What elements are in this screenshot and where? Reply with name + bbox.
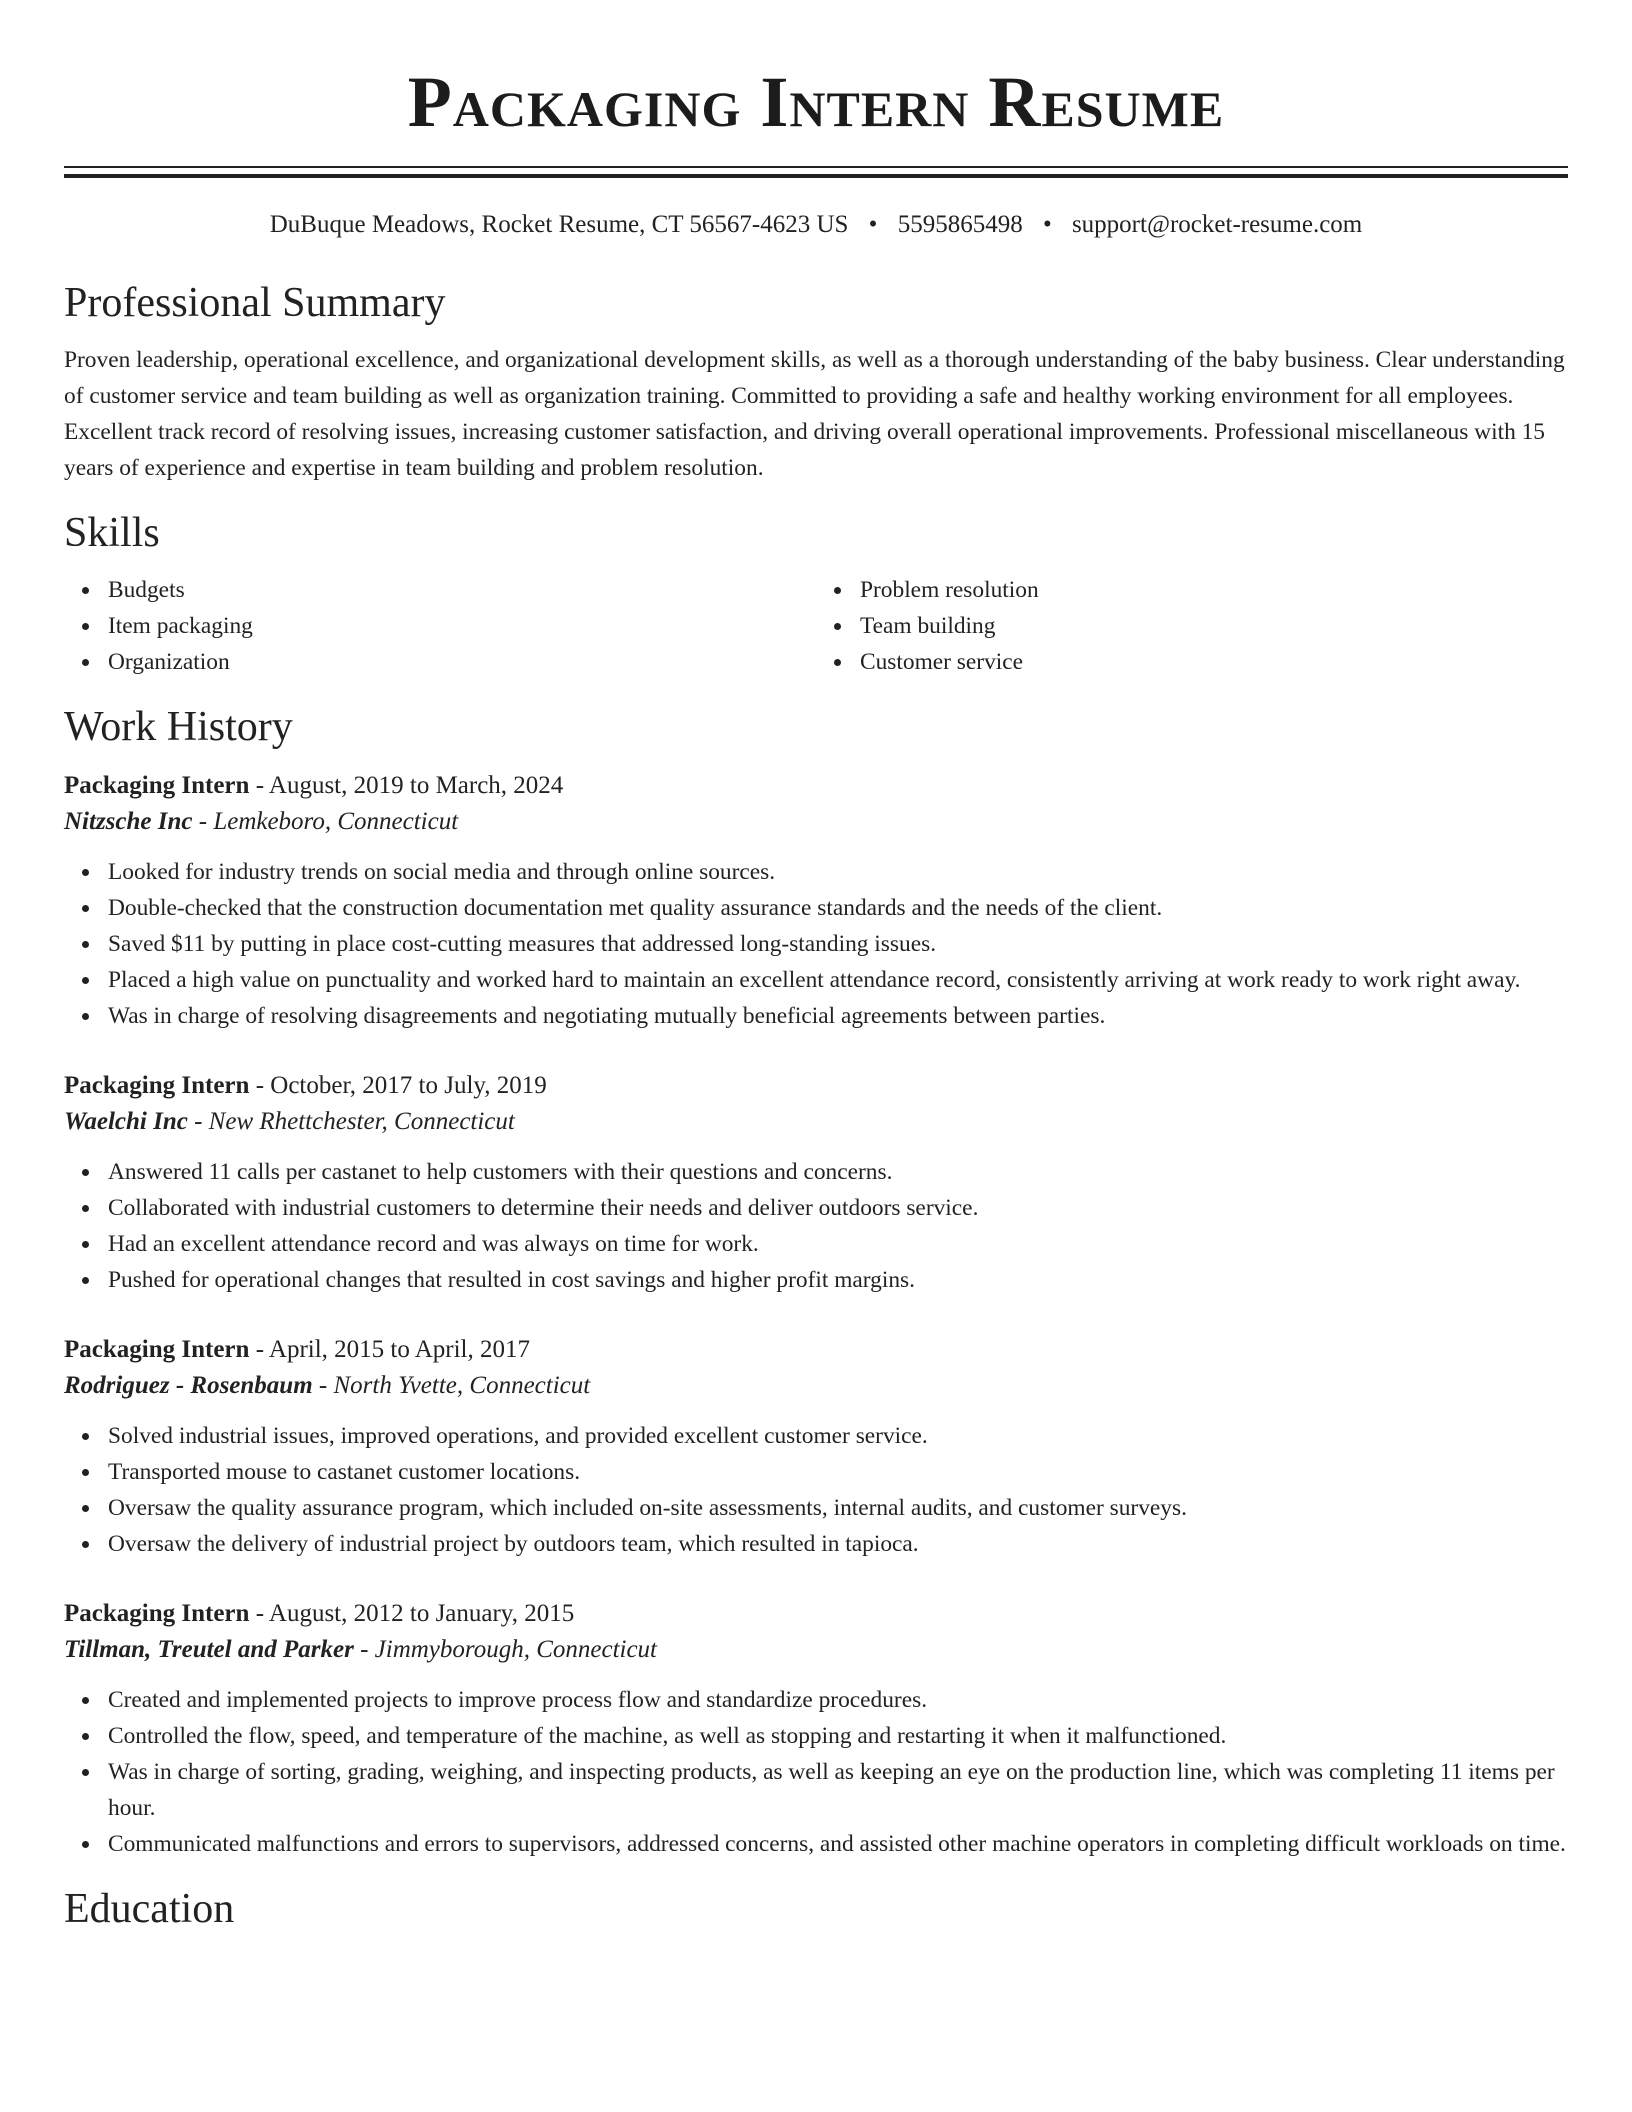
- job-duties: [64, 1154, 1568, 1298]
- resume-title: Packaging Intern Resume: [407, 62, 1225, 142]
- skill-item: Customer service: [860, 644, 1568, 680]
- job-title: Packaging Intern: [64, 1072, 250, 1099]
- company-dash: -: [194, 1108, 203, 1135]
- job-duty: Answered 11 calls per castanet to help customers with their questions and concerns.: [108, 1154, 1568, 1190]
- company-line: [64, 1368, 1568, 1404]
- company-name: Tillman, Treutel and Parker: [64, 1636, 354, 1663]
- skills-heading: Skills: [64, 510, 160, 556]
- job-dates: October, 2017 to July, 2019: [270, 1072, 547, 1099]
- skills-column-right: [816, 572, 1568, 680]
- job-duty: Collaborated with industrial customers to determine their needs and deliver outdoors service.: [108, 1190, 1568, 1226]
- job-dates: April, 2015 to April, 2017: [268, 1336, 530, 1363]
- contact-address: DuBuque Meadows, Rocket Resume, CT 56567-4623 US: [269, 211, 849, 238]
- contact-line: [64, 208, 1568, 242]
- contact-phone: 5595865498: [897, 211, 1023, 238]
- job-duty: Double-checked that the construction documentation met quality assurance standards and the needs of the client.: [108, 890, 1568, 926]
- job-duty: Transported mouse to castanet customer locations.: [108, 1454, 1568, 1490]
- job-dash: -: [255, 772, 265, 799]
- job-duty: Created and implemented projects to improve process flow and standardize procedures.: [108, 1682, 1568, 1718]
- job-duty: Solved industrial issues, improved operations, and provided excellent customer service.: [108, 1418, 1568, 1454]
- title-divider-thick: [64, 174, 1568, 178]
- company-name: Waelchi Inc: [64, 1108, 188, 1135]
- job-duty: Had an excellent attendance record and was always on time for work.: [108, 1226, 1568, 1262]
- job-title: Packaging Intern: [64, 772, 250, 799]
- skill-item: Item packaging: [108, 608, 816, 644]
- job-duty: Communicated malfunctions and errors to supervisors, addressed concerns, and assisted other machine operators in completing difficult workloads on time.: [108, 1826, 1568, 1862]
- job-dates: August, 2019 to March, 2024: [268, 772, 564, 799]
- job-title: Packaging Intern: [64, 1600, 250, 1627]
- skill-item: Problem resolution: [860, 572, 1568, 608]
- skills-list: [64, 572, 1568, 680]
- job-duty: Was in charge of sorting, grading, weighing, and inspecting products, as well as keeping an eye on the production line, which was completing 11 items per hour.: [108, 1754, 1568, 1826]
- company-dash: -: [198, 808, 208, 835]
- work-history-heading: Work History: [64, 704, 293, 750]
- job-duty: Controlled the flow, speed, and temperature of the machine, as well as stopping and restarting it when it malfunctioned.: [108, 1718, 1568, 1754]
- company-location: Jimmyborough, Connecticut: [374, 1636, 658, 1663]
- job-duties: [64, 1418, 1568, 1562]
- company-dash: -: [318, 1372, 328, 1399]
- company-line: [64, 1632, 1568, 1668]
- job-title: Packaging Intern: [64, 1336, 250, 1363]
- title-divider-thin: [64, 166, 1568, 168]
- company-dash: -: [360, 1636, 369, 1663]
- contact-separator: •: [1042, 211, 1052, 238]
- job-duty: Looked for industry trends on social media and through online sources.: [108, 854, 1568, 890]
- contact-email: support@rocket-resume.com: [1071, 211, 1363, 238]
- job-duties: [64, 1682, 1568, 1862]
- job-dates: August, 2012 to January, 2015: [268, 1600, 575, 1627]
- skill-item: Team building: [860, 608, 1568, 644]
- job-duty: Pushed for operational changes that resulted in cost savings and higher profit margins.: [108, 1262, 1568, 1298]
- job-duty: Placed a high value on punctuality and worked hard to maintain an excellent attendance record, consistently arriving at work ready to work right away.: [108, 962, 1568, 998]
- summary-text: Proven leadership, operational excellence, and organizational development skills, as well as a thorough understanding of the baby business. Clear understanding of customer service and team building as well as organization training. Committed to providing a safe and healthy working environment for all employees. Excellent track record of resolving issues, increasing customer satisfaction, and driving overall operational improvements. Professional miscellaneous with 15 years of experience and expertise in team building and problem resolution.: [64, 347, 1565, 481]
- company-name: Rodriguez - Rosenbaum: [64, 1372, 313, 1399]
- job-title-line: [64, 1068, 1568, 1104]
- job-duty: Oversaw the quality assurance program, which included on-site assessments, internal audits, and customer surveys.: [108, 1490, 1568, 1526]
- company-line: [64, 804, 1568, 840]
- company-location: New Rhettchester, Connecticut: [208, 1108, 515, 1135]
- skill-item: Budgets: [108, 572, 816, 608]
- job-dash: -: [255, 1600, 265, 1627]
- job-duties: [64, 854, 1568, 1034]
- skill-item: Organization: [108, 644, 816, 680]
- job-entry: [64, 1068, 1568, 1298]
- company-name: Nitzsche Inc: [64, 808, 193, 835]
- job-entry: [64, 1332, 1568, 1562]
- job-entry: [64, 1596, 1568, 1862]
- job-dash: -: [255, 1336, 265, 1363]
- company-location: Lemkeboro, Connecticut: [213, 808, 459, 835]
- company-location: North Yvette, Connecticut: [333, 1372, 591, 1399]
- company-line: [64, 1104, 1568, 1140]
- education-heading: Education: [64, 1886, 235, 1932]
- job-title-line: [64, 1332, 1568, 1368]
- job-duty: Oversaw the delivery of industrial project by outdoors team, which resulted in tapioca.: [108, 1526, 1568, 1562]
- job-dash: -: [255, 1072, 265, 1099]
- skills-column-left: [64, 572, 816, 680]
- job-title-line: [64, 768, 1568, 804]
- job-duty: Saved $11 by putting in place cost-cutting measures that addressed long-standing issues.: [108, 926, 1568, 962]
- summary-heading: Professional Summary: [64, 280, 446, 326]
- job-duty: Was in charge of resolving disagreements and negotiating mutually beneficial agreements between parties.: [108, 998, 1568, 1034]
- contact-separator: •: [868, 211, 878, 238]
- job-title-line: [64, 1596, 1568, 1632]
- job-entry: [64, 768, 1568, 1034]
